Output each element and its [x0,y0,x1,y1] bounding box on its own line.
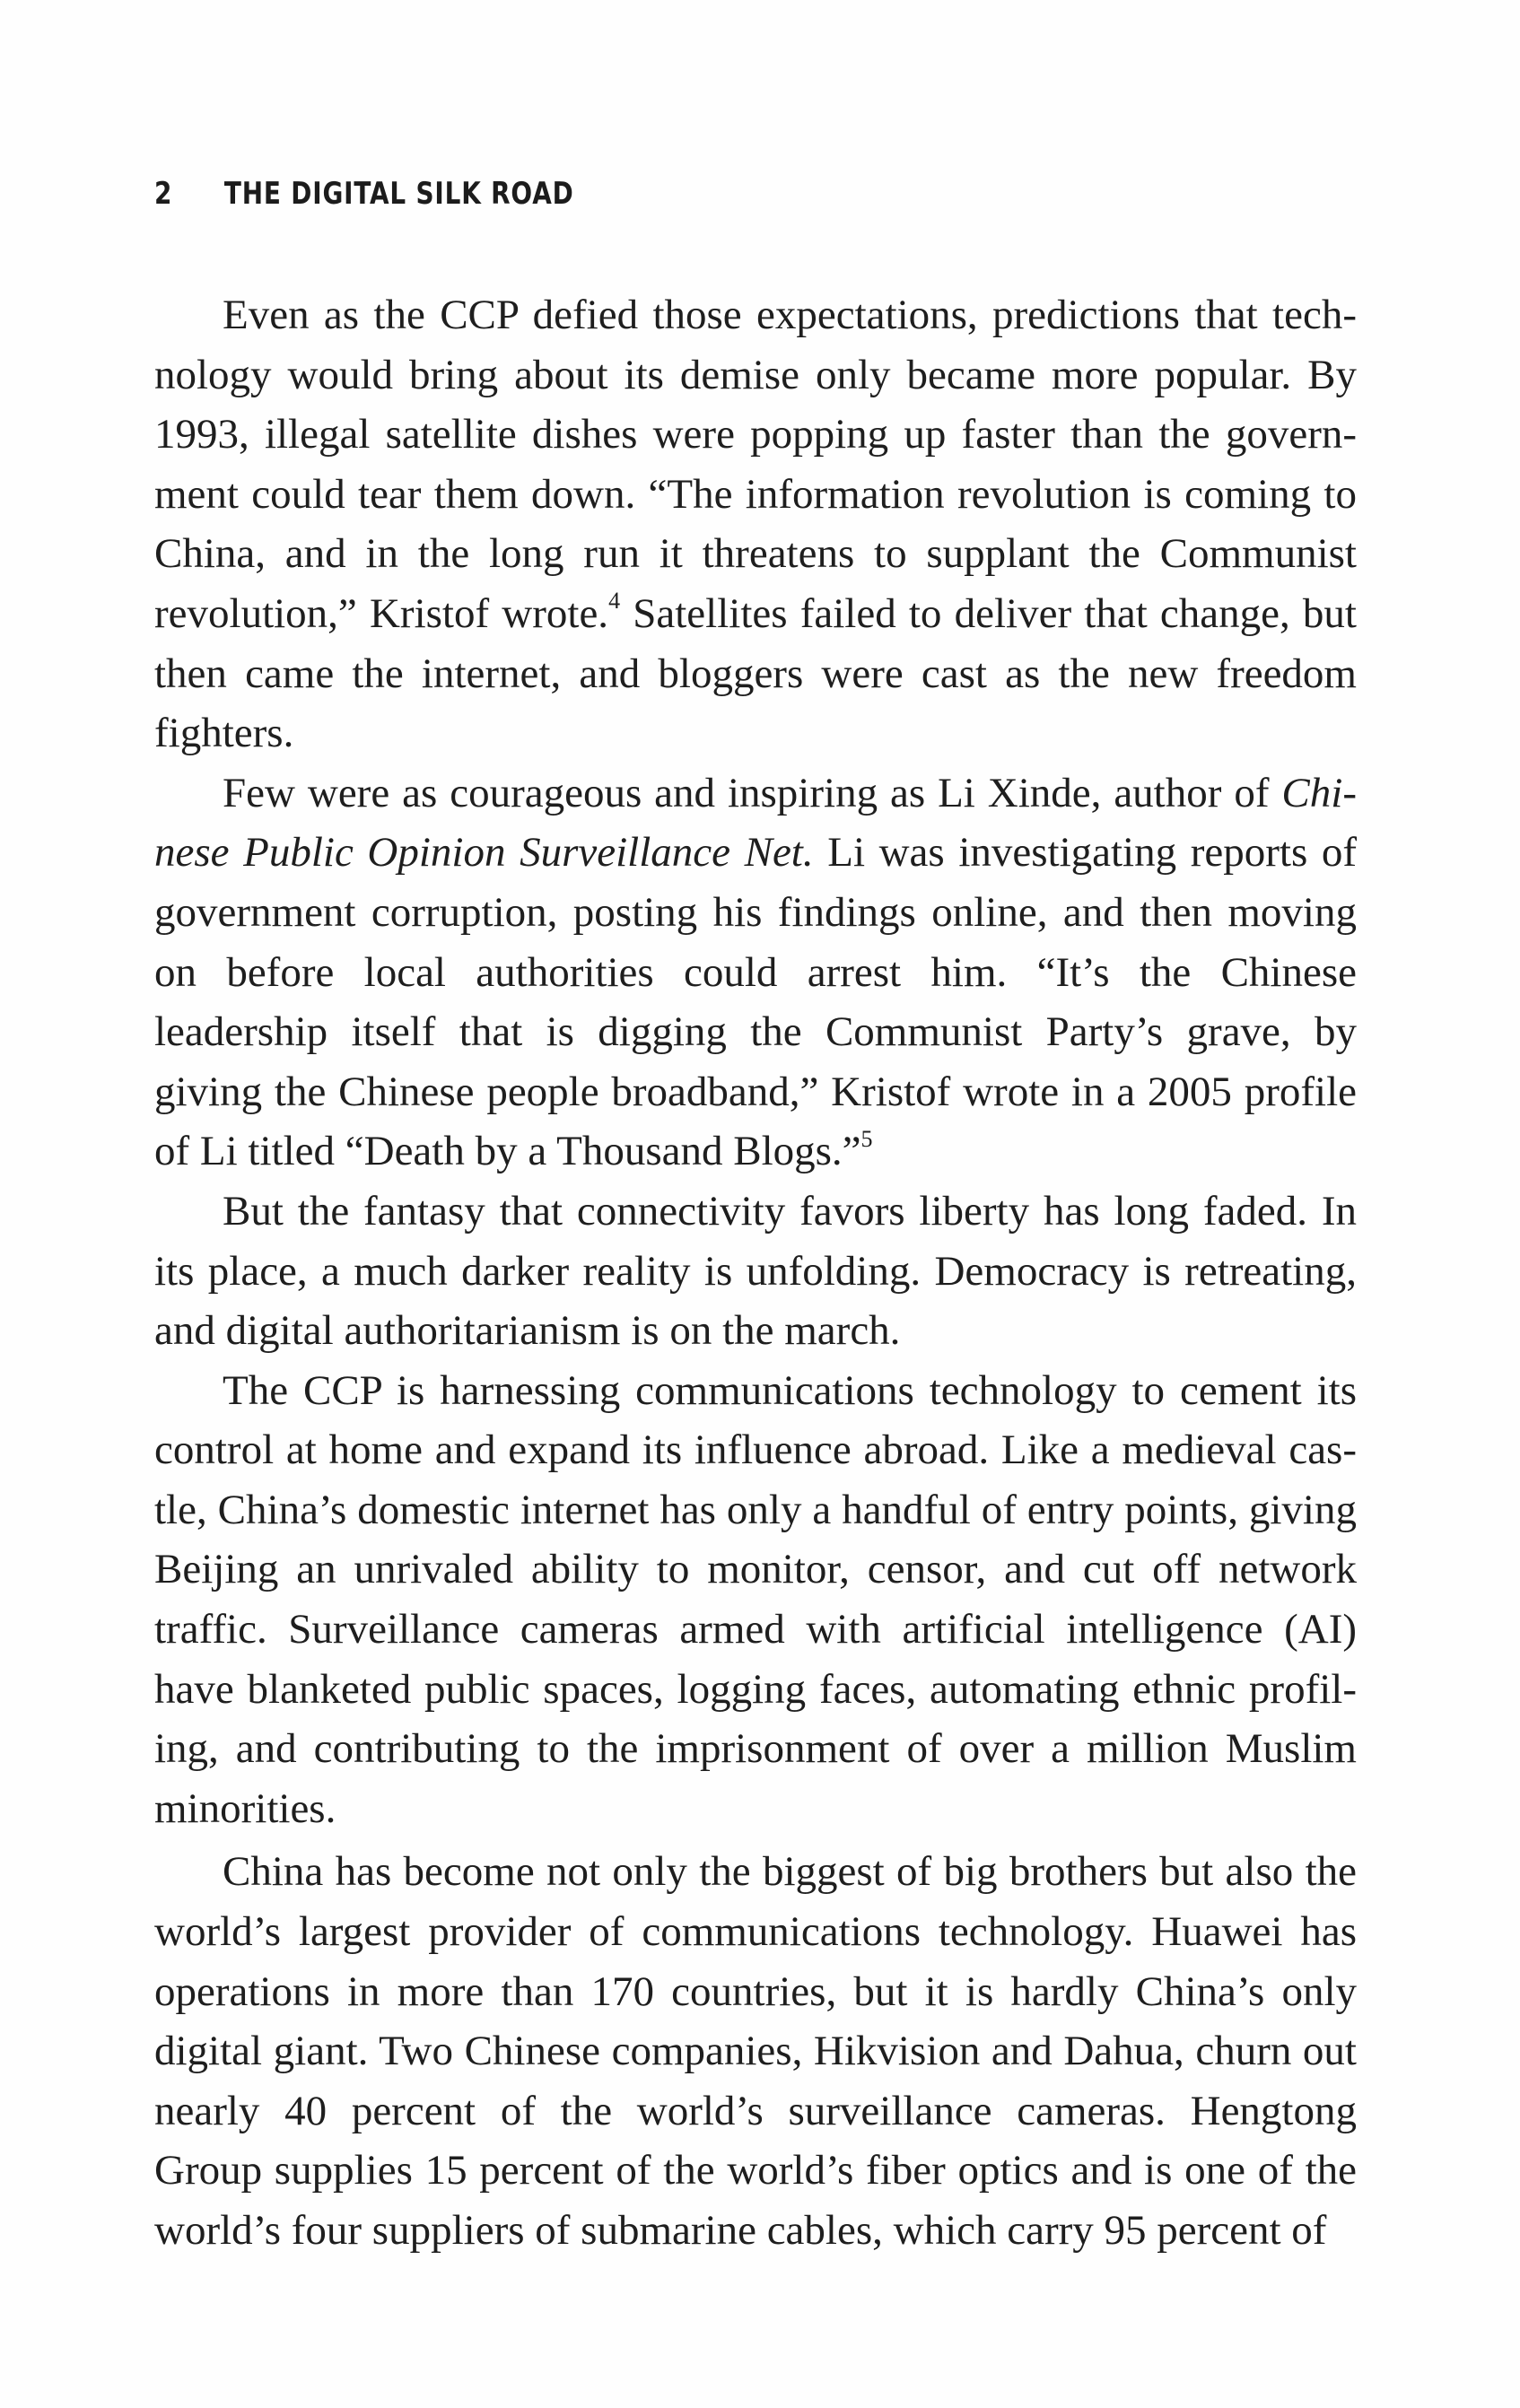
book-title: THE DIGITAL SILK ROAD [223,176,574,212]
paragraph-1-text-b: Satellites failed to deliver that change, but then came the internet, and bloggers were cast as the new freedom fighters. [154,589,1357,757]
paragraph-1-text-a: Even as the CCP defied those expectations, predictions that technology would bring about its demise only became more popular. By 1993, illegal satellite dishes were popping up faster than the government could tear them down. “The information revolution is coming to China, and in the long run it threatens to supplant the Communist revolution,” Kristof wrote. [154,292,1357,637]
footnote-ref-5: 5 [860,1125,873,1152]
paragraph-2 [154,763,1357,1182]
paragraph-1 [154,285,1357,763]
paragraph-5: China has become not only the biggest of big brothers but also the world’s largest provider of communications technology. Huawei has operations in more than 170 countries, but it is hardly China’s only digital giant. Two Chinese companies, Hikvision and Dahua, churn out nearly 40 percent of the world’s surveillance cameras. Hengtong Group supplies 15 percent of the world’s fiber optics and is one of the world’s four suppliers of submarine cables, which carry 95 percent of [154,1848,1357,2254]
paragraph-2-text-a: Few were as courageous and inspiring as Li Xinde, author of [223,769,1282,816]
paragraph-4: The CCP is harnessing communications technology to cement its control at home and expand its influence abroad. Like a medieval castle, China’s domestic internet has only a handful of entry points, giving Beijing an unrivaled ability to monitor, censor, and cut off network traffic. Surveillance cameras armed with artificial intelligence (AI) have blanketed public spaces, logging faces, automating ethnic profiling, and contributing to the imprisonment of over a million Muslim minorities. [154,1366,1357,1832]
paragraph-2-text-b: Li was investigating reports of government corruption, posting his findings online, and then moving on before local authorities could arrest him. “It’s the Chinese leadership itself that is digging the Communist Party’s grave, by giving the Chinese people broadband,” Kristof wrote in a 2005 profile of Li titled “Death by a Thousand Blogs.” [154,829,1357,1175]
book-title-italic: Chinese Public Opinion Surveillance Net. [154,769,1357,877]
page-number: 2 [154,176,173,212]
footnote-ref-4: 4 [608,588,621,615]
paragraph-3: But the fantasy that connectivity favors liberty has long faded. In its place, a much darker reality is unfolding. Democracy is retreating, and digital authoritarianism is on the march. [154,1187,1357,1355]
body-text [154,285,1357,2261]
running-head [154,176,574,212]
